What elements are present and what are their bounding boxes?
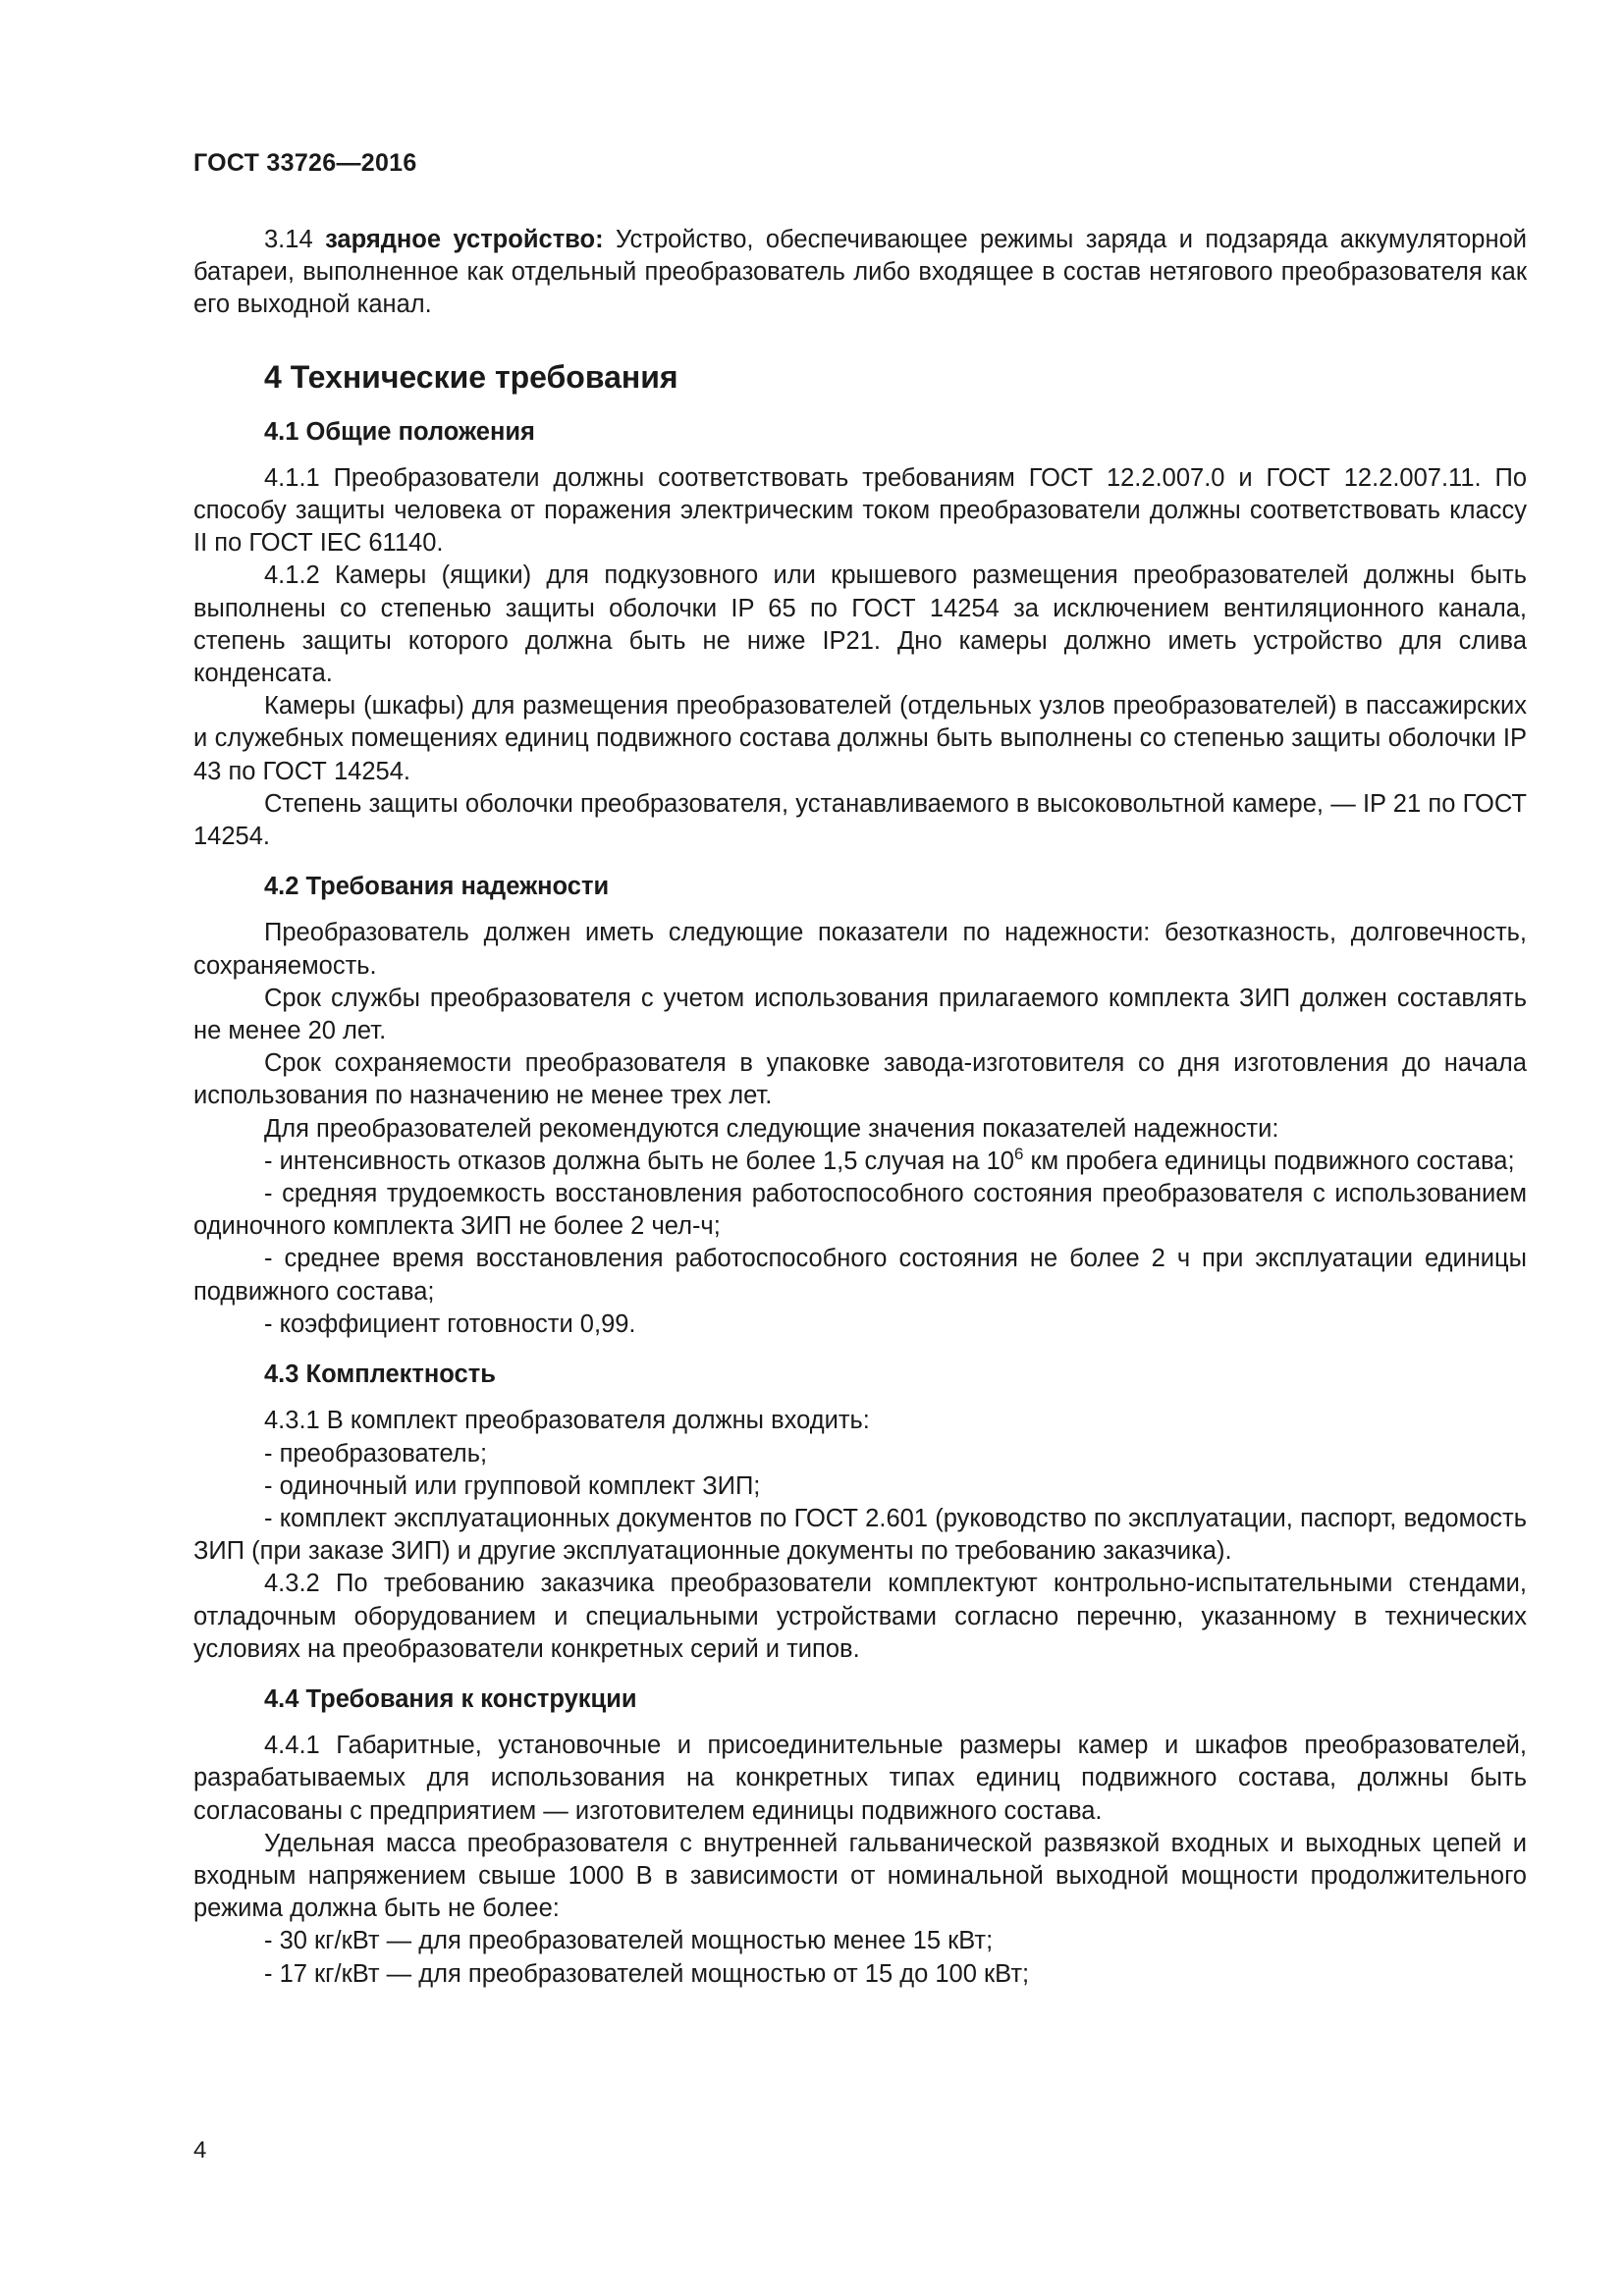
document-header: ГОСТ 33726—2016 bbox=[193, 149, 417, 177]
list-item-text: км пробега единицы подвижного состава; bbox=[1023, 1147, 1515, 1175]
paragraph: 4.1.1 Преобразователи должны соответствовать требованиям ГОСТ 12.2.007.0 и ГОСТ 12.2.007.11. По способу защиты человека от поражения электрическим током преобразователи должны соответствовать классу II по ГОСТ IEC 61140. bbox=[193, 463, 1527, 558]
list-item: - преобразователь; bbox=[264, 1439, 488, 1468]
paragraph: Срок службы преобразователя с учетом использования прилагаемого комплекта ЗИП должен составлять не менее 20 лет. bbox=[193, 984, 1527, 1045]
paragraph: 4.3.1 В комплект преобразователя должны входить: bbox=[264, 1407, 870, 1435]
paragraph: 4.1.2 Камеры (ящики) для подкузовного или крышевого размещения преобразователей должны быть выполнены со степенью защиты оболочки IP 65 по ГОСТ 14254 за исключением вентиляционного канала, степень защиты которого должна быть не ниже IP21. Дно камеры должно иметь устройство для слива конденсата. bbox=[193, 561, 1527, 688]
subsection-title-4-1: 4.1 Общие положения bbox=[264, 417, 535, 446]
paragraph: Степень защиты оболочки преобразователя, устанавливаемого в высоковольтной камере, — IP 21 по ГОСТ 14254. bbox=[193, 789, 1527, 851]
list-item: - 17 кг/кВт — для преобразователей мощностью от 15 до 100 кВт; bbox=[264, 1959, 1030, 1988]
list-item: - коэффициент готовности 0,99. bbox=[264, 1309, 636, 1338]
paragraph: 4.4.1 Габаритные, установочные и присоединительные размеры камер и шкафов преобразователей, разрабатываемых для использования на конкретных типах единиц подвижного состава, должны быть согласованы с предприятием — изготовителем единицы подвижного состава. bbox=[193, 1732, 1527, 1825]
paragraph: Камеры (шкафы) для размещения преобразователей (отдельных узлов преобразователей) в пассажирских и служебных помещениях единиц подвижного состава должны быть выполнены со степенью защиты оболочки IP 43 по ГОСТ 14254. bbox=[193, 692, 1527, 785]
list-item: - среднее время восстановления работоспособного состояния не более 2 ч при эксплуатации единицы подвижного состава; bbox=[193, 1245, 1527, 1306]
paragraph: 4.3.2 По требованию заказчика преобразователи комплектуют контрольно-испытательными стендами, отладочным оборудованием и специальными устройствами согласно перечню, указанному в технических условиях на преобразователи конкретных серий и типов. bbox=[193, 1570, 1527, 1663]
list-item: - одиночный или групповой комплект ЗИП; bbox=[264, 1471, 761, 1500]
paragraph: Срок сохраняемости преобразователя в упаковке завода-изготовителя со дня изготовления до начала использования по назначению не менее трех лет. bbox=[193, 1049, 1527, 1110]
paragraph: Удельная масса преобразователя с внутренней гальванической развязкой входных и выходных цепей и входным напряжением свыше 1000 В в зависимости от номинальной выходной мощности продолжительного режима должна быть не более: bbox=[193, 1829, 1527, 1923]
list-item bbox=[193, 1146, 1527, 1178]
clause-number: 3.14 bbox=[264, 226, 313, 253]
subsection-title-4-2: 4.2 Требования надежности bbox=[264, 873, 610, 901]
superscript: 6 bbox=[1013, 1144, 1024, 1163]
list-item: - средняя трудоемкость восстановления работоспособного состояния преобразователя с использованием одиночного комплекта ЗИП не более 2 чел-ч; bbox=[193, 1180, 1527, 1241]
term-definition: Устройство, обеспечивающее режимы заряда и подзаряда аккумуляторной батареи, выполненное как отдельный преобразователь либо входящее в состав нетягового преобразователя как его выходной канал. bbox=[193, 226, 1527, 319]
list-item: - комплект эксплуатационных документов по ГОСТ 2.601 (руководство по эксплуатации, паспорт, ведомость ЗИП (при заказе ЗИП) и другие эксплуатационные документы по требованию заказчика). bbox=[193, 1504, 1527, 1566]
list-item-text: - интенсивность отказов должна быть не более 1,5 случая на 10 bbox=[264, 1147, 1014, 1175]
clause-3-14 bbox=[193, 224, 1527, 322]
term: зарядное устройство: bbox=[325, 226, 604, 253]
paragraph: Преобразователь должен иметь следующие показатели по надежности: безотказность, долговечность, сохраняемость. bbox=[193, 919, 1527, 980]
list-item: - 30 кг/кВт — для преобразователей мощностью менее 15 кВт; bbox=[264, 1927, 994, 1955]
document-body bbox=[193, 224, 1527, 1991]
section-title: 4 Технические требования bbox=[264, 358, 678, 395]
subsection-title-4-3: 4.3 Комплектность bbox=[264, 1361, 496, 1389]
paragraph: Для преобразователей рекомендуются следующие значения показателей надежности: bbox=[264, 1114, 1279, 1143]
page-number: 4 bbox=[193, 2137, 207, 2163]
subsection-title-4-4: 4.4 Требования к конструкции bbox=[264, 1684, 637, 1713]
